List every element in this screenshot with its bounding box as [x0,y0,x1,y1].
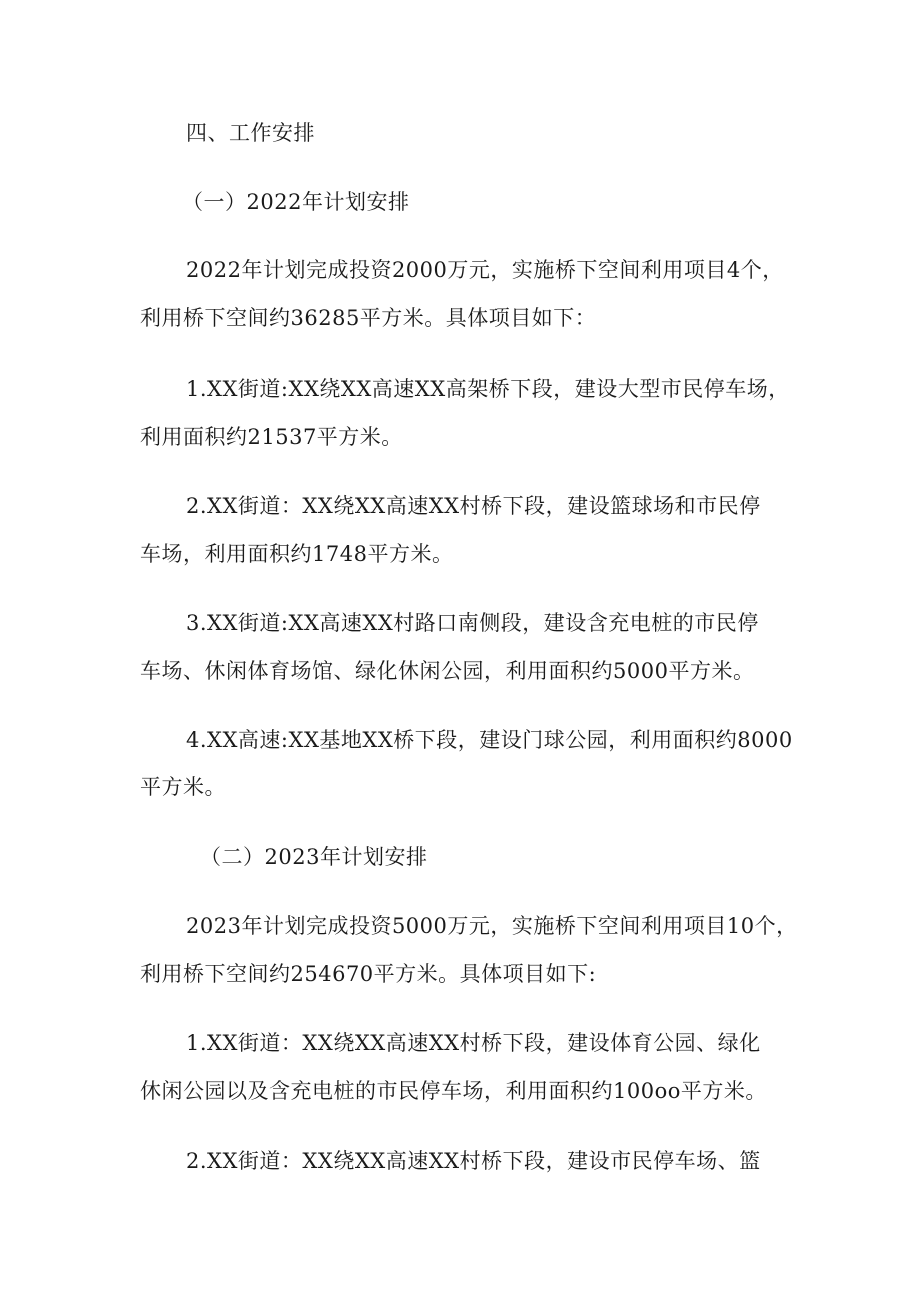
list-item-2023-2-line1: 2.XX街道：XX绕XX高速XX村桥下段，建设市民停车场、篮 [186,1149,761,1173]
paragraph-2023-intro-line2: 利用桥下空间约254670平方米。具体项目如下: [140,962,597,986]
list-item-2023-1-line1: 1.XX街道：XX绕XX高速XX村桥下段，建设体育公园、绿化 [186,1031,761,1055]
list-item-2022-1-line2: 利用面积约21537平方米。 [140,425,403,449]
list-item-2022-3-line2: 车场、休闲体育场馆、绿化休闲公园，利用面积约5000平方米。 [140,659,755,683]
subsection-title-2022: （一）2022年计划安排 [182,190,410,214]
section-heading: 四、工作安排 [186,121,315,145]
list-item-2022-2-line1: 2.XX街道：XX绕XX高速XX村桥下段，建设篮球场和市民停 [186,494,761,518]
list-item-2022-1-line1: 1.XX街道:XX绕XX高速XX高架桥下段，建设大型市民停车场， [186,377,790,401]
paragraph-2023-intro-line1: 2023年计划完成投资5000万元，实施桥下空间利用项目10个， [186,914,798,938]
paragraph-2022-intro-line1: 2022年计划完成投资2000万元，实施桥下空间利用项目4个， [186,258,784,282]
paragraph-2022-intro-line2: 利用桥下空间约36285平方米。具体项目如下： [140,306,597,330]
list-item-2023-1-line2: 休闲公园以及含充电桩的市民停车场，利用面积约100oo平方米。 [140,1079,767,1103]
list-item-2022-2-line2: 车场，利用面积约1748平方米。 [140,542,454,566]
list-item-2022-3-line1: 3.XX街道:XX高速XX村路口南侧段，建设含充电桩的市民停 [186,611,759,635]
subsection-title-2023: （二）2023年计划安排 [200,845,428,869]
list-item-2022-4-line1: 4.XX高速:XX基地XX桥下段，建设门球公园，利用面积约8000 [186,728,793,752]
list-item-2022-4-line2: 平方米。 [140,775,226,799]
